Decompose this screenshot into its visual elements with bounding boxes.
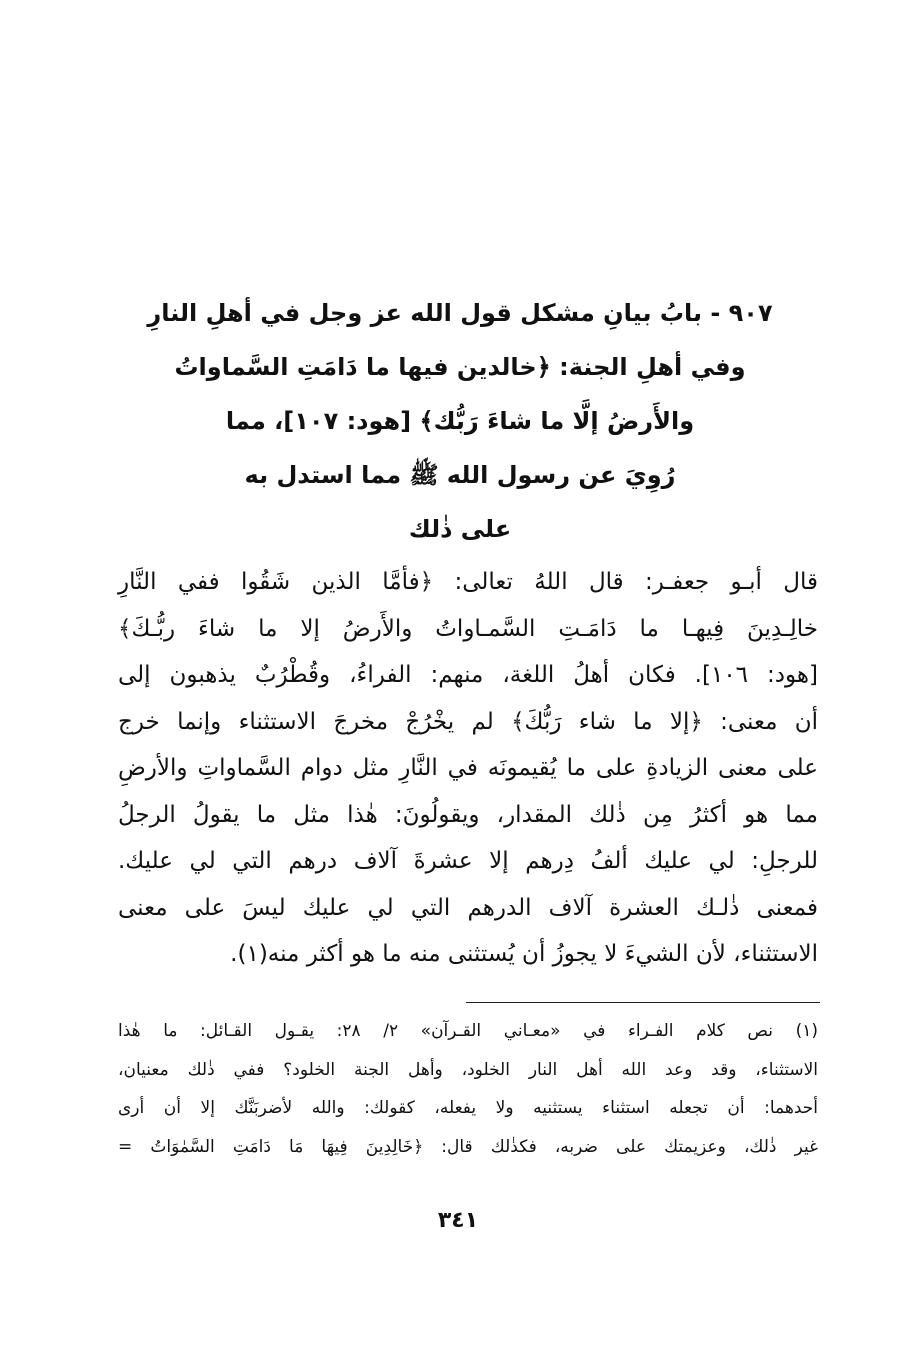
text-line: فمعنى ذٰلـك العشرة آلاف الدرهم التي لي عليك ليسَ على معنى (118, 894, 818, 921)
text-line: قال أبـو جعفـر: قال اللهُ تعالى: ﴿فأمَّا الذين شَقُوا ففي النَّارِ (118, 569, 818, 595)
text-line: [هود: ١٠٦]. فكان أهلُ اللغة، منهم: الفراءُ، وقُطْرُبٌ يذهبون إلى (118, 662, 818, 688)
footnote-line: أحدهما: أن تجعله استثناء يستثنيه ولا يفعله، كقولك: والله لأضربَنَّك إلا أن أرى (118, 1098, 818, 1118)
heading-line: وفي أهلِ الجنة: ﴿خالدين فيها ما دَامَتِ السَّماواتُ (174, 353, 746, 381)
page-number: ٣٤١ (437, 1208, 479, 1233)
footnote-line: (١) نص كلام الفـراء في «معـاني القـرآن» ٢/ ٢٨: يقـول القـائل: ما هٰذا (118, 1021, 818, 1041)
heading-line: على ذٰلك (408, 515, 512, 543)
text-line: مما هو أكثرُ مِن ذٰلك المقدار، ويقولُونَ: هٰذا مثل ما يقولُ الرجلُ (118, 801, 818, 828)
chapter-heading (120, 286, 800, 556)
footnotes (118, 1012, 818, 1166)
text-line: على معنى الزيادةِ على ما يُقيمونَه في النَّارِ مثل دوام السَّماواتِ والأرضِ (118, 755, 818, 781)
heading-line: رُوِيَ عن رسول الله ﷺ مما استدل به (244, 461, 676, 489)
heading-line: والأَرضُ إلَّا ما شاءَ رَبُّك﴾ [هود: ١٠٧]، مما (225, 407, 695, 435)
text-line: أن معنى: ﴿إلا ما شاء رَبُّكَ﴾ لم يخْرُجْ مخرجَ الاستثناء وإنما خرج (118, 708, 818, 735)
heading-line: ٩٠٧ - بابُ بيانِ مشكل قول الله عز وجل في أهلِ النارِ (147, 299, 773, 327)
footnote-line: غير ذٰلك، وعزيمتك على ضربه، فكذٰلك قال: ﴿خَالِدِينَ فِيهَا مَا دَامَتِ السَّمٰوَاتُ = (118, 1136, 818, 1157)
text-line: للرجلِ: لي عليك ألفُ دِرهم إلا عشرةَ آلاف درهم التي لي عليك. (118, 848, 818, 874)
text-line: الاستثناء، لأن الشيءَ لا يجوزُ أن يُستثنى منه ما هو أكثر منه(١). (230, 941, 818, 967)
footnote-line: الاستثناء، وقد وعد الله أهل النار الخلود، وأهل الجنة الخلود؟ ففي ذٰلك معنيان، (118, 1059, 818, 1080)
footnote-divider (466, 1002, 820, 1003)
main-text (118, 559, 818, 978)
text-line: خالِـدِينَ فِيهـا ما دَامَـتِ السَّمـاواتُ والأَرضُ إلا ما شاءَ ربُّـكَ﴾ (118, 615, 818, 642)
